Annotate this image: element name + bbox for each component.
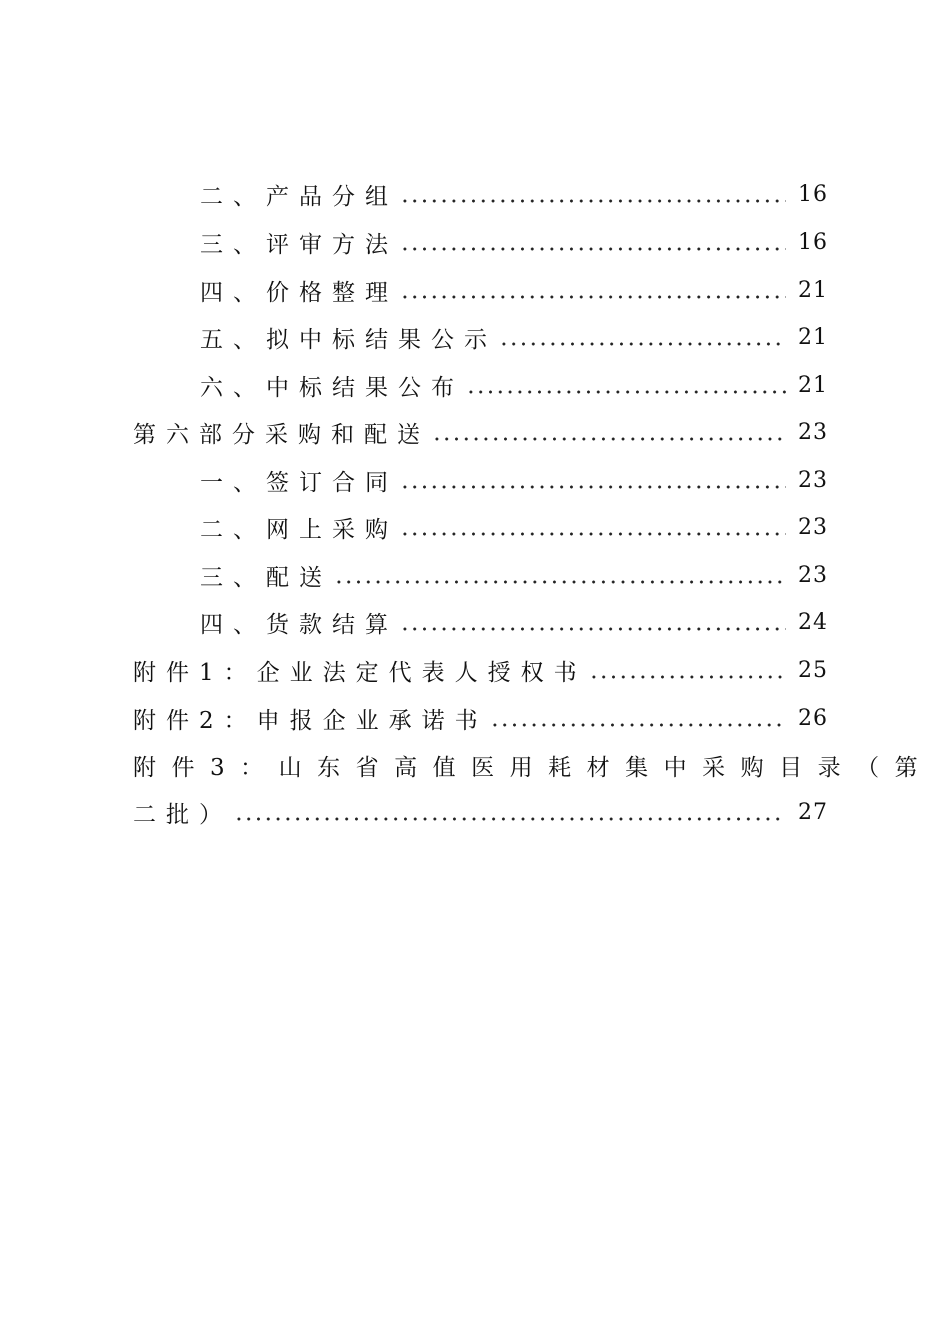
dot-leader <box>499 342 786 346</box>
dot-leader <box>400 199 786 203</box>
toc-entry-title: 四、价格整理 <box>200 279 398 306</box>
toc-entry-page: 23 <box>798 562 828 588</box>
toc-entry-page: 23 <box>798 467 828 493</box>
toc-entry[interactable] <box>200 222 828 262</box>
toc-entry-page: 25 <box>798 657 828 683</box>
toc-entry-page: 24 <box>798 609 828 635</box>
toc-entry-page: 21 <box>798 372 828 398</box>
toc-entry-title: 四、货款结算 <box>200 611 398 638</box>
dot-leader <box>490 723 786 727</box>
toc-entry-title: 六、中标结果公布 <box>200 374 464 401</box>
dot-leader <box>234 817 786 821</box>
toc-entry[interactable] <box>133 412 828 452</box>
toc-entry-title: 附件2：申报企业承诺书 <box>133 707 488 734</box>
toc-entry-page: 23 <box>798 514 828 540</box>
toc-entry-page: 16 <box>798 229 828 255</box>
toc-entry-title: 五、拟中标结果公示 <box>200 326 497 353</box>
dot-leader <box>432 437 786 441</box>
dot-leader <box>334 580 786 584</box>
toc-entry[interactable] <box>200 507 828 547</box>
toc-entry[interactable] <box>133 792 828 832</box>
toc-entry-title: 三、评审方法 <box>200 231 398 258</box>
toc-entry[interactable] <box>200 270 828 310</box>
dot-leader <box>400 532 786 536</box>
toc-entry[interactable] <box>133 650 828 690</box>
toc-entry-title: 二、产品分组 <box>200 183 398 210</box>
toc-entry[interactable] <box>200 602 828 642</box>
toc-entry-title: 第六部分采购和配送 <box>133 421 430 448</box>
toc-entry-title: 二、网上采购 <box>200 516 398 543</box>
toc-entry-title: 一、签订合同 <box>200 469 398 496</box>
toc-entry-title: 附件3：山东省高值医用耗材集中采购目录（第 <box>133 754 934 781</box>
toc-entry-page: 23 <box>798 419 828 445</box>
toc-entry-page: 27 <box>798 799 828 825</box>
dot-leader <box>400 247 786 251</box>
toc-entry-title: 附件1：企业法定代表人授权书 <box>133 659 587 686</box>
dot-leader <box>400 485 786 489</box>
toc-entry[interactable] <box>200 365 828 405</box>
toc-entry[interactable] <box>133 698 828 738</box>
toc-entry[interactable] <box>200 317 828 357</box>
toc-entry[interactable] <box>200 460 828 500</box>
toc-entry-page: 26 <box>798 705 828 731</box>
toc-entry-title: 三、配送 <box>200 564 332 591</box>
toc-entry-wrapped-line[interactable] <box>133 745 934 785</box>
toc-entry-page: 21 <box>798 277 828 303</box>
toc-entry-title: 二批） <box>133 801 232 828</box>
dot-leader <box>466 390 786 394</box>
toc-entry-page: 16 <box>798 181 828 207</box>
toc-entry-page: 21 <box>798 324 828 350</box>
toc-entry[interactable] <box>200 174 828 214</box>
toc-entry[interactable] <box>200 555 828 595</box>
dot-leader <box>400 295 786 299</box>
dot-leader <box>589 675 786 679</box>
dot-leader <box>400 627 786 631</box>
